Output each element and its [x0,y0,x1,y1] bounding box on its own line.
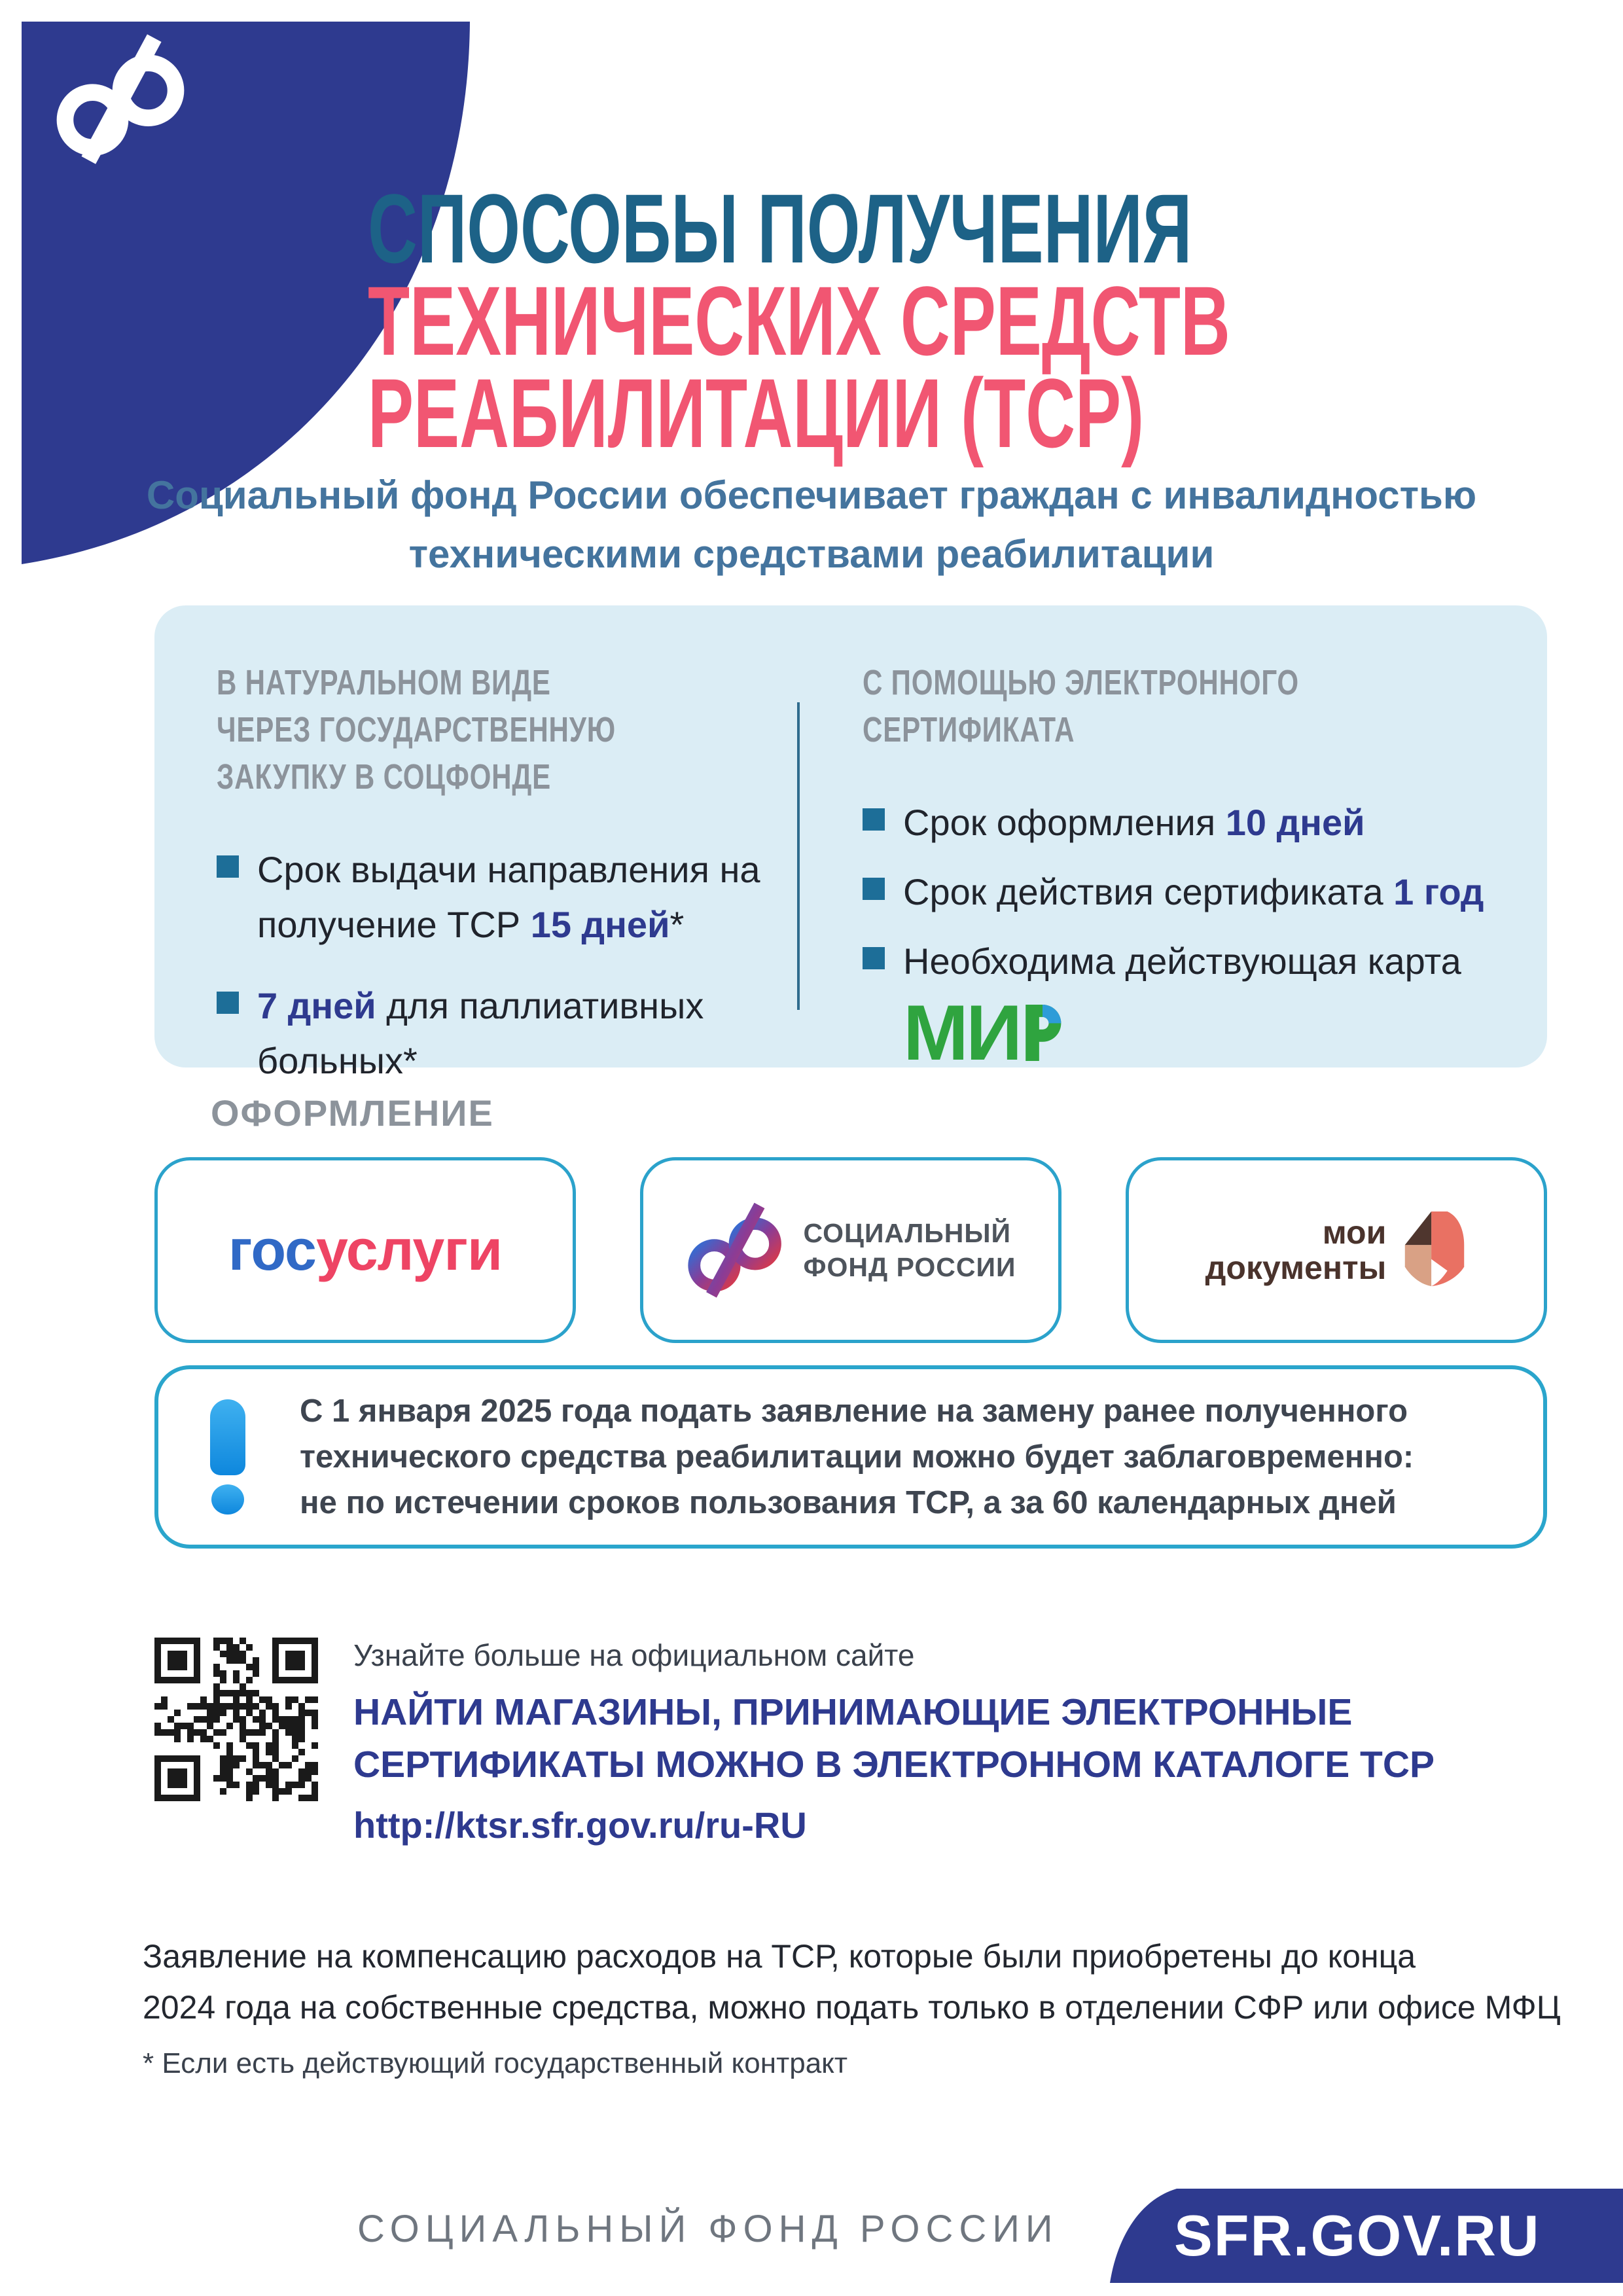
footer-site-badge[interactable] [1106,2187,1623,2283]
bullet-item [863,934,1524,1077]
heading-line: СЕРТИФИКАТА [863,710,1075,749]
bullet-item [863,795,1524,850]
column-certificate-heading [863,659,1378,753]
subtitle-line-1: Социальный фонд России обеспечивает граждан с инвалидностью [146,473,1477,517]
gosuslugi-logo [228,1217,502,1283]
bullet-square-icon [863,808,885,831]
application-channels [154,1157,1547,1343]
obtain-methods-panel [154,605,1547,1081]
mir-logo-r-icon [1020,1005,1065,1061]
footer-site-url: SFR.GOV.RU [1174,2203,1541,2268]
title-line-1: СПОСОБЫ ПОЛУЧЕНИЯ [368,173,1192,283]
note-line: 2024 года на собственные средства, можно подать только в отделении СФР или офисе МФЦ [143,1989,1561,2026]
note-line: Заявление на компенсацию расходов на ТСР, которые были приобретены до конца [143,1938,1416,1975]
bullet-square-icon [863,878,885,900]
qr-heading-line: НАЙТИ МАГАЗИНЫ, ПРИНИМАЮЩИЕ ЭЛЕКТРОННЫЕ [353,1691,1353,1733]
bullet-list-left [217,842,793,1088]
bullet-square-icon [217,855,239,878]
warning-line: не по истечении сроков пользования ТСР, а за 60 календарных дней [300,1485,1397,1520]
column-in-kind [217,659,793,1115]
bullet-square-icon [863,947,885,969]
bullet-text: Необходима действующая карта МИ [903,941,1461,1077]
exclamation-icon [209,1399,246,1515]
my-documents-shield-icon [1402,1211,1467,1289]
heading-line: ЧЕРЕЗ ГОСУДАРСТВЕННУЮ [217,710,616,749]
sfr-logo-text [804,1216,1016,1284]
column-divider [797,702,800,1010]
gosuslugi-logo-part1: гос [228,1217,316,1282]
column-certificate [863,659,1524,1075]
subtitle-line-2: техническими средствами реабилитации [408,532,1215,576]
title-line-2: ТЕХНИЧЕСКИХ СРЕДСТВ [368,265,1230,376]
my-documents-text-line: мои [1322,1214,1387,1251]
heading-line: В НАТУРАЛЬНОМ ВИДЕ [217,663,551,702]
exclamation-dot [211,1484,244,1515]
application-section-label: ОФОРМЛЕНИЕ [211,1092,494,1134]
warning-line: технического средства реабилитации можно будет заблаговременно: [300,1439,1414,1475]
page-title [368,173,1230,468]
qr-heading-line: СЕРТИФИКАТЫ МОЖНО В ЭЛЕКТРОННОМ КАТАЛОГЕ ТСР [353,1744,1435,1785]
warning-panel [154,1365,1547,1549]
catalog-url-link[interactable]: http://ktsr.sfr.gov.ru/ru-RU [353,1804,807,1846]
gosuslugi-logo-part2: услуги [315,1217,503,1282]
warning-text [300,1388,1414,1526]
qr-code [154,1638,318,1801]
asterisk-footnote: * Если есть действующий государственный контракт [143,2047,848,2079]
bullet-text: Срок действия сертификата 1 год [903,871,1484,912]
warning-line: С 1 января 2025 года подать заявление на замену ранее полученного [300,1393,1408,1429]
my-documents-text-line: документы [1205,1249,1387,1286]
sfr-gradient-logo-icon [686,1202,784,1299]
mir-logo-text: МИ [903,989,1020,1077]
title-line-3: РЕАБИЛИТАЦИИ (ТСР) [368,357,1145,468]
card-sfr[interactable] [640,1157,1061,1343]
exclamation-bar [210,1399,245,1475]
card-gosuslugi[interactable] [154,1157,576,1343]
heading-line: С ПОМОЩЬЮ ЭЛЕКТРОННОГО [863,663,1299,702]
compensation-note [143,1931,1561,2033]
bullet-text: 7 дней для паллиативных больных* [257,985,704,1081]
sfr-text-line: ФОНД РОССИИ [803,1252,1016,1282]
bullet-item [863,865,1524,920]
sfr-text-line: СОЦИАЛЬНЫЙ [803,1218,1011,1248]
heading-line: ЗАКУПКУ В СОЦФОНДЕ [217,757,551,797]
sfr-logo-icon [54,34,188,165]
subtitle [118,466,1505,584]
qr-intro-text: Узнайте больше на официальном сайте [353,1638,915,1672]
bullet-item [217,978,793,1088]
column-in-kind-heading [217,659,666,800]
my-documents-logo-text [1205,1215,1387,1285]
bullet-list-right [863,795,1524,1077]
card-my-documents[interactable] [1126,1157,1547,1343]
footer-org-name: СОЦИАЛЬНЫЙ ФОНД РОССИИ [357,2208,1059,2250]
bullet-text: Срок оформления 10 дней [903,802,1365,843]
bullet-item [217,842,793,952]
bullet-text: Срок выдачи направления на получение ТСР 15 дней* [257,849,760,945]
bullet-square-icon [217,992,239,1014]
qr-heading [353,1686,1435,1791]
